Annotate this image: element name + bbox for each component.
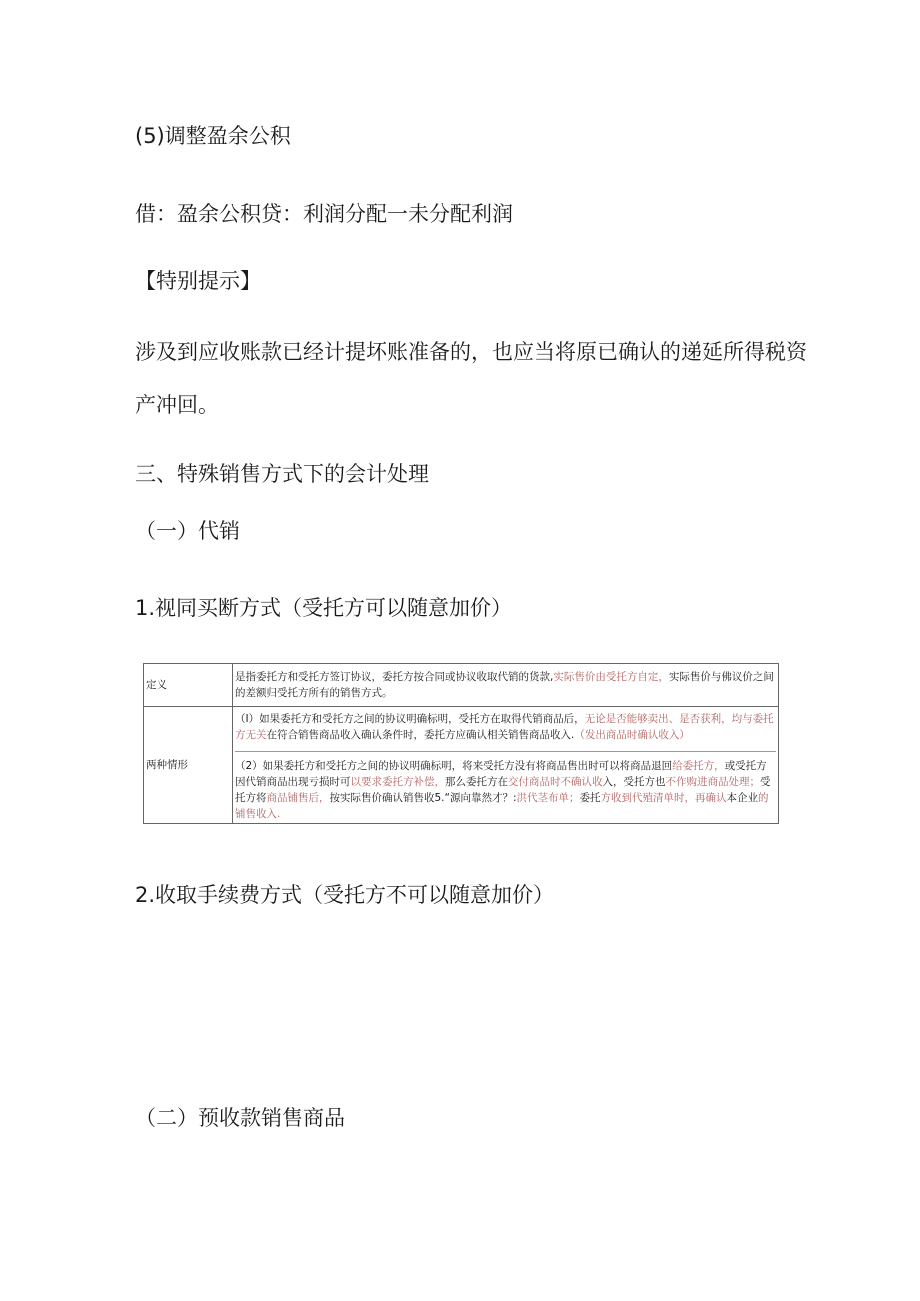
case-two-text-c: 或受托方因代销商品出现亏损时可 bbox=[235, 760, 767, 788]
subsection-advance-receipt-heading: （二）预收款销售商品 bbox=[135, 1106, 345, 1130]
case-one-highlight-1: 无论是否能够卖出、是否获利，均与委托方无关 bbox=[235, 713, 774, 741]
two-cases-content bbox=[233, 707, 779, 824]
case-two-highlight-d: 以要求委托方补偿， bbox=[350, 776, 445, 788]
tip-paragraph-line-2: 产冲回。 bbox=[135, 393, 219, 417]
definition-text-2: 实际售价与佛议价之间的差额归受托方所有的销售方式。 bbox=[235, 671, 774, 699]
consignment-table bbox=[143, 663, 779, 824]
case-one-highlight-2: （发出商品时确认收入） bbox=[574, 729, 690, 741]
case-two-text-o: 本企业 bbox=[726, 792, 758, 804]
case-two-highlight-j: 商品铺售后， bbox=[266, 792, 330, 804]
case-two-highlight-h: 不作购进商品处理； bbox=[665, 776, 760, 788]
case-two-highlight-f: 交付商品时不确认收 bbox=[508, 776, 603, 788]
case-two-highlight-p: 的铺售收入. bbox=[235, 792, 769, 820]
case-two-highlight-b: 给委托方， bbox=[672, 760, 725, 772]
case-two-highlight-n: 方收到代殖清单时，再确认 bbox=[600, 792, 727, 804]
case-two-text-e: 那么委托方在 bbox=[445, 776, 508, 788]
journal-entry-text: 借：盈余公积贷：利润分配一未分配利润 bbox=[135, 202, 513, 226]
case-one-text-2: 在符合销售商品收入确认条件时，委托方应确认相关销售商品收入. bbox=[266, 729, 575, 741]
case-two-text-m: 委托 bbox=[579, 792, 601, 804]
case-one bbox=[235, 708, 776, 743]
section-three-heading: 三、特殊销售方式下的会计处理 bbox=[135, 462, 429, 486]
buyout-method-heading: 1.视同买断方式（受托方可以随意加价） bbox=[135, 596, 513, 620]
definition-label: 定义 bbox=[144, 664, 233, 707]
definition-text-highlight: 实际售价由受托方自定， bbox=[553, 671, 669, 683]
table-row-definition bbox=[144, 664, 779, 707]
subsection-consignment-heading: （一）代销 bbox=[135, 519, 240, 543]
heading-adjust-surplus-reserve: (5)调整盈余公积 bbox=[135, 124, 291, 148]
case-two-text-i: 受托方将 bbox=[235, 776, 771, 804]
case-two-highlight-l: 洪代茎布单； bbox=[516, 792, 580, 804]
commission-method-heading: 2.收取手续费方式（受托方不可以随意加价） bbox=[135, 883, 555, 907]
definition-content bbox=[233, 664, 779, 707]
two-cases-label: 两种情形 bbox=[144, 707, 233, 824]
case-two bbox=[235, 751, 776, 822]
case-two-text-k: 按实际售价确认销售收5.“源向靠然才？: bbox=[329, 792, 517, 804]
definition-text-1: 是指委托方和受托方签订协议，委托方按合同或协议收取代销的货款, bbox=[235, 671, 554, 683]
case-one-text-1: （I）如果委托方和受托方之间的协议明确标明，受托方在取得代销商品后， bbox=[235, 713, 585, 725]
table-row-two-cases bbox=[144, 707, 779, 824]
case-two-text-a: （2）如果委托方和受托方之间的协议明确标明，将来受托方没有将商品售出时可以将商品退回 bbox=[235, 760, 673, 772]
case-two-text-g: 入，受托方也 bbox=[602, 776, 666, 788]
special-tip-heading: 【特别提示】 bbox=[135, 269, 261, 293]
tip-paragraph-line-1: 涉及到应收账款已经计提坏账准备的，也应当将原已确认的递延所得税资 bbox=[135, 340, 807, 364]
